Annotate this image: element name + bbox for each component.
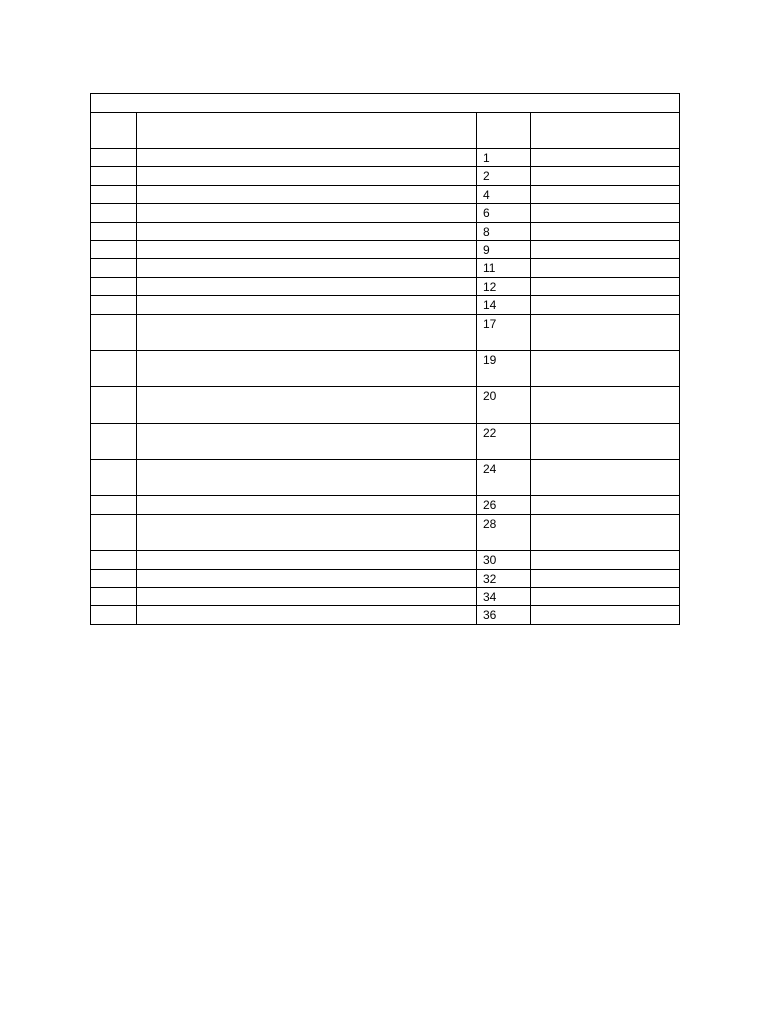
header-cell-note	[531, 113, 680, 149]
row-page-text: 1	[483, 151, 490, 165]
row-page-text: 6	[483, 206, 490, 221]
row-page-cell	[477, 204, 531, 222]
table-row	[91, 204, 680, 222]
row-note-cell	[531, 314, 680, 350]
row-page-text: 32	[483, 571, 497, 586]
header-cell-number	[91, 113, 137, 149]
row-title-cell	[137, 423, 477, 459]
row-note-cell	[531, 167, 680, 185]
row-note-cell	[531, 423, 680, 459]
row-note-cell	[531, 569, 680, 587]
row-number-cell	[91, 204, 137, 222]
row-note-cell	[531, 149, 680, 167]
row-number-cell	[91, 588, 137, 606]
row-page-cell	[477, 350, 531, 386]
table-row	[91, 588, 680, 606]
row-title-cell	[137, 277, 477, 295]
row-note-cell	[531, 350, 680, 386]
table-row	[91, 149, 680, 167]
row-note-cell	[531, 259, 680, 277]
row-title-cell	[137, 588, 477, 606]
row-number-cell	[91, 259, 137, 277]
row-title-cell	[137, 460, 477, 496]
row-title-cell	[137, 240, 477, 258]
table-row	[91, 460, 680, 496]
row-note-cell	[531, 387, 680, 423]
row-number-cell	[91, 240, 137, 258]
table-row	[91, 514, 680, 550]
table-row	[91, 296, 680, 314]
table-row	[91, 569, 680, 587]
table-header-row	[91, 113, 680, 149]
row-page-cell	[477, 277, 531, 295]
row-page-text: 28	[483, 516, 497, 531]
row-number-cell	[91, 569, 137, 587]
row-title-cell	[137, 167, 477, 185]
row-page-cell	[477, 240, 531, 258]
row-note-cell	[531, 296, 680, 314]
row-number-cell	[91, 149, 137, 167]
row-page-cell	[477, 460, 531, 496]
row-note-cell	[531, 240, 680, 258]
row-number-cell	[91, 350, 137, 386]
row-number-cell	[91, 314, 137, 350]
row-page-cell	[477, 167, 531, 185]
row-page-cell	[477, 314, 531, 350]
row-page-cell	[477, 423, 531, 459]
row-title-cell	[137, 259, 477, 277]
row-page-cell	[477, 496, 531, 514]
row-page-text: 4	[483, 187, 490, 202]
row-number-cell	[91, 496, 137, 514]
row-page-text: 14	[483, 298, 497, 313]
row-number-cell	[91, 423, 137, 459]
row-number-cell	[91, 551, 137, 569]
row-page-cell	[477, 222, 531, 240]
row-number-cell	[91, 277, 137, 295]
row-page-text: 20	[483, 389, 497, 404]
table-row	[91, 423, 680, 459]
table-row	[91, 240, 680, 258]
row-title-cell	[137, 185, 477, 203]
row-page-cell	[477, 185, 531, 203]
row-note-cell	[531, 514, 680, 550]
row-page-text: 24	[483, 462, 497, 477]
row-page-text: 9	[483, 242, 490, 257]
table-row	[91, 277, 680, 295]
row-note-cell	[531, 222, 680, 240]
row-number-cell	[91, 514, 137, 550]
row-page-cell	[477, 387, 531, 423]
table-row	[91, 387, 680, 423]
row-title-cell	[137, 569, 477, 587]
row-page-text: 11	[483, 261, 496, 276]
table-body	[91, 94, 680, 625]
row-number-cell	[91, 167, 137, 185]
row-number-cell	[91, 222, 137, 240]
row-page-cell	[477, 149, 531, 167]
row-page-cell	[477, 606, 531, 624]
row-page-text: 36	[483, 608, 497, 623]
row-title-cell	[137, 149, 477, 167]
row-note-cell	[531, 551, 680, 569]
table-row	[91, 350, 680, 386]
table-row	[91, 496, 680, 514]
row-number-cell	[91, 460, 137, 496]
row-page-text: 34	[483, 590, 497, 605]
table-title-row	[91, 94, 680, 113]
row-title-cell	[137, 314, 477, 350]
row-title-cell	[137, 606, 477, 624]
row-page-cell	[477, 296, 531, 314]
row-note-cell	[531, 588, 680, 606]
header-cell-title	[137, 113, 477, 149]
row-title-cell	[137, 496, 477, 514]
row-number-cell	[91, 185, 137, 203]
row-page-cell	[477, 514, 531, 550]
row-number-cell	[91, 606, 137, 624]
table-row	[91, 314, 680, 350]
row-title-cell	[137, 551, 477, 569]
row-title-cell	[137, 222, 477, 240]
table-title-cell	[91, 94, 680, 113]
row-page-text: 2	[483, 169, 490, 184]
row-page-text: 26	[483, 498, 497, 513]
table-row	[91, 259, 680, 277]
row-number-cell	[91, 387, 137, 423]
row-note-cell	[531, 277, 680, 295]
row-page-text: 30	[483, 553, 497, 568]
row-page-cell	[477, 569, 531, 587]
row-note-cell	[531, 606, 680, 624]
row-page-cell	[477, 259, 531, 277]
row-note-cell	[531, 185, 680, 203]
row-page-text: 8	[483, 224, 490, 239]
row-page-text: 22	[483, 425, 497, 440]
header-cell-page	[477, 113, 531, 149]
table-row	[91, 185, 680, 203]
row-page-text: 19	[483, 352, 497, 367]
row-page-text: 12	[483, 279, 497, 294]
row-title-cell	[137, 514, 477, 550]
row-page-cell	[477, 551, 531, 569]
row-page-text: 17	[483, 316, 497, 331]
row-title-cell	[137, 204, 477, 222]
row-note-cell	[531, 460, 680, 496]
table-row	[91, 222, 680, 240]
table-row	[91, 606, 680, 624]
row-note-cell	[531, 204, 680, 222]
row-number-cell	[91, 296, 137, 314]
table-row	[91, 167, 680, 185]
table-row	[91, 551, 680, 569]
contents-table	[90, 93, 680, 625]
row-title-cell	[137, 350, 477, 386]
row-title-cell	[137, 387, 477, 423]
row-page-cell	[477, 588, 531, 606]
row-title-cell	[137, 296, 477, 314]
row-note-cell	[531, 496, 680, 514]
